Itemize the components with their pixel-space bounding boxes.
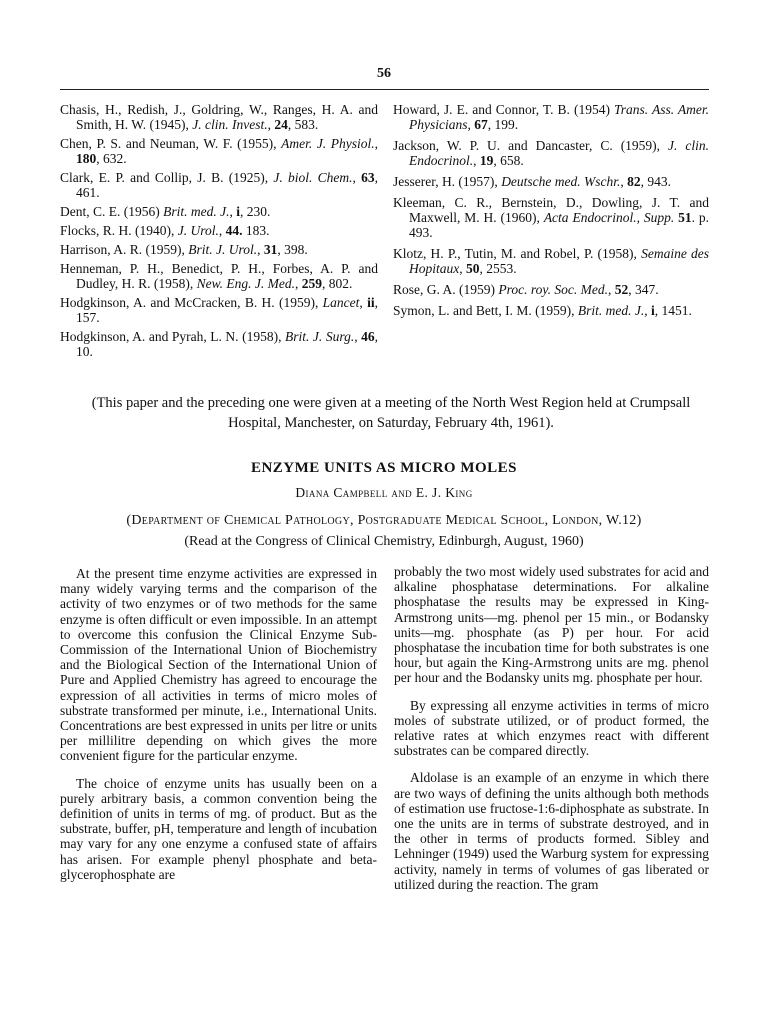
body-paragraph: The choice of enzyme units has usually been on a purely arbitrary basis, a common convention being the definition of units in terms of mg. of product. But as the substrate, buffer, pH, temperature and length of incubation may vary for any one enzyme a confused state of affairs has arisen. For example phenyl phosphate and beta-glycerophosphate are (60, 775, 377, 882)
reference-entry: Clark, E. P. and Collip, J. B. (1925), J. biol. Chem., 63, 461. (60, 170, 378, 200)
reference-entry: Jackson, W. P. U. and Dancaster, C. (1959), J. clin. Endocrinol., 19, 658. (393, 138, 709, 168)
reference-entry: Hodgkinson, A. and McCracken, B. H. (1959), Lancet, ii, 157. (60, 295, 379, 325)
references-left-column (60, 102, 378, 363)
article-read-at: (Read at the Congress of Clinical Chemistry, Edinburgh, August, 1960) (184, 534, 584, 549)
header-rule (60, 89, 709, 90)
reference-entry: Kleeman, C. R., Bernstein, D., Dowling, J. T. and Maxwell, M. H. (1960), Acta Endocrinol., Supp. 51. p. 493. (393, 195, 710, 240)
reference-entry: Jesserer, H. (1957), Deutsche med. Wschr., 82, 943. (393, 174, 672, 189)
reference-entry: Symon, L. and Bett, I. M. (1959), Brit. med. J., i, 1451. (393, 303, 692, 318)
reference-entry: Hodgkinson, A. and Pyrah, L. N. (1958), Brit. J. Surg., 46, 10. (60, 329, 379, 359)
reference-entry: Harrison, A. R. (1959), Brit. J. Urol., 31, 398. (60, 242, 308, 257)
article-department: (Department of Chemical Pathology, Postgraduate Medical School, London, W.12) (126, 513, 642, 528)
reference-entry: Flocks, R. H. (1940), J. Urol., 44. 183. (60, 223, 270, 238)
reference-entry: Rose, G. A. (1959) Proc. roy. Soc. Med., 52, 347. (393, 282, 659, 297)
article-title: ENZYME UNITS AS MICRO MOLES (250, 460, 518, 476)
references-right-column (393, 102, 709, 324)
body-paragraph: At the present time enzyme activities are expressed in many widely varying terms and the comparison of the activity of two enzymes or of two methods for the same enzyme is often difficult or even impossible. In an attempt to overcome this confusion the Clinical Enzyme Sub-Commission of the International Union of Biochemistry and the Biological Section of the International Union of Pure and Applied Chemistry has agreed to encourage the expression of all activities in terms of micro moles of substrate transformed per minute, i.e., International Units. Concentrations are best expressed in units per litre or units per millilitre depending on which gives the more convenient figure for the particular enzyme. (60, 566, 377, 764)
body-right-column (394, 564, 709, 904)
reference-entry: Chen, P. S. and Neuman, W. F. (1955), Amer. J. Physiol., 180, 632. (60, 136, 378, 166)
reference-entry: Chasis, H., Redish, J., Goldring, W., Ranges, H. A. and Smith, H. W. (1945), J. clin. Invest., 24, 583. (60, 102, 378, 132)
body-left-column (60, 566, 377, 894)
body-paragraph: By expressing all enzyme activities in terms of micro moles of substrate utilized, or of product formed, the relative rates at which enzymes react with different substrates can be compared directly. (394, 697, 709, 759)
reference-entry: Howard, J. E. and Connor, T. B. (1954) Trans. Ass. Amer. Physicians, 67, 199. (393, 102, 710, 132)
reference-entry: Dent, C. E. (1956) Brit. med. J., i, 230. (60, 204, 271, 219)
article-authors: Diana Campbell and E. J. King (295, 485, 473, 500)
body-paragraph: Aldolase is an example of an enzyme in which there are two ways of defining the units although both methods of estimation use fructose-1:6-diphosphate as substrate. In one the units are in terms of substrate destroyed, and in the other in terms of products formed. Sibley and Lehninger (1949) used the Warburg system for expressing activity, namely in terms of volumes of gas liberated or utilized during the reaction. The gram (394, 770, 709, 892)
page-number: 56 (377, 66, 391, 81)
reference-entry: Klotz, H. P., Tutin, M. and Robel, P. (1958), Semaine des Hopitaux, 50, 2553. (393, 246, 709, 276)
meeting-note: (This paper and the preceding one were given at a meeting of the North West Region held at Crumpsall Hospital, Manchester, on Saturday, February 4th, 1961). (91, 395, 691, 431)
reference-entry: Henneman, P. H., Benedict, P. H., Forbes, A. P. and Dudley, H. R. (1958), New. Eng. J. Med., 259, 802. (60, 261, 378, 291)
body-paragraph: probably the two most widely used substrates for acid and alkaline phosphatase determinations. For alkaline phosphatase the results may be expressed in King-Armstrong units—mg. phenol per 15 min., or Bodansky units—mg. phosphate (as P) per hour. For acid phosphatase the incubation time for both substrates is one hour, but again the King-Armstrong units are mg. phenol per hour and the Bodansky units mg. phosphate per hour. (394, 564, 709, 686)
